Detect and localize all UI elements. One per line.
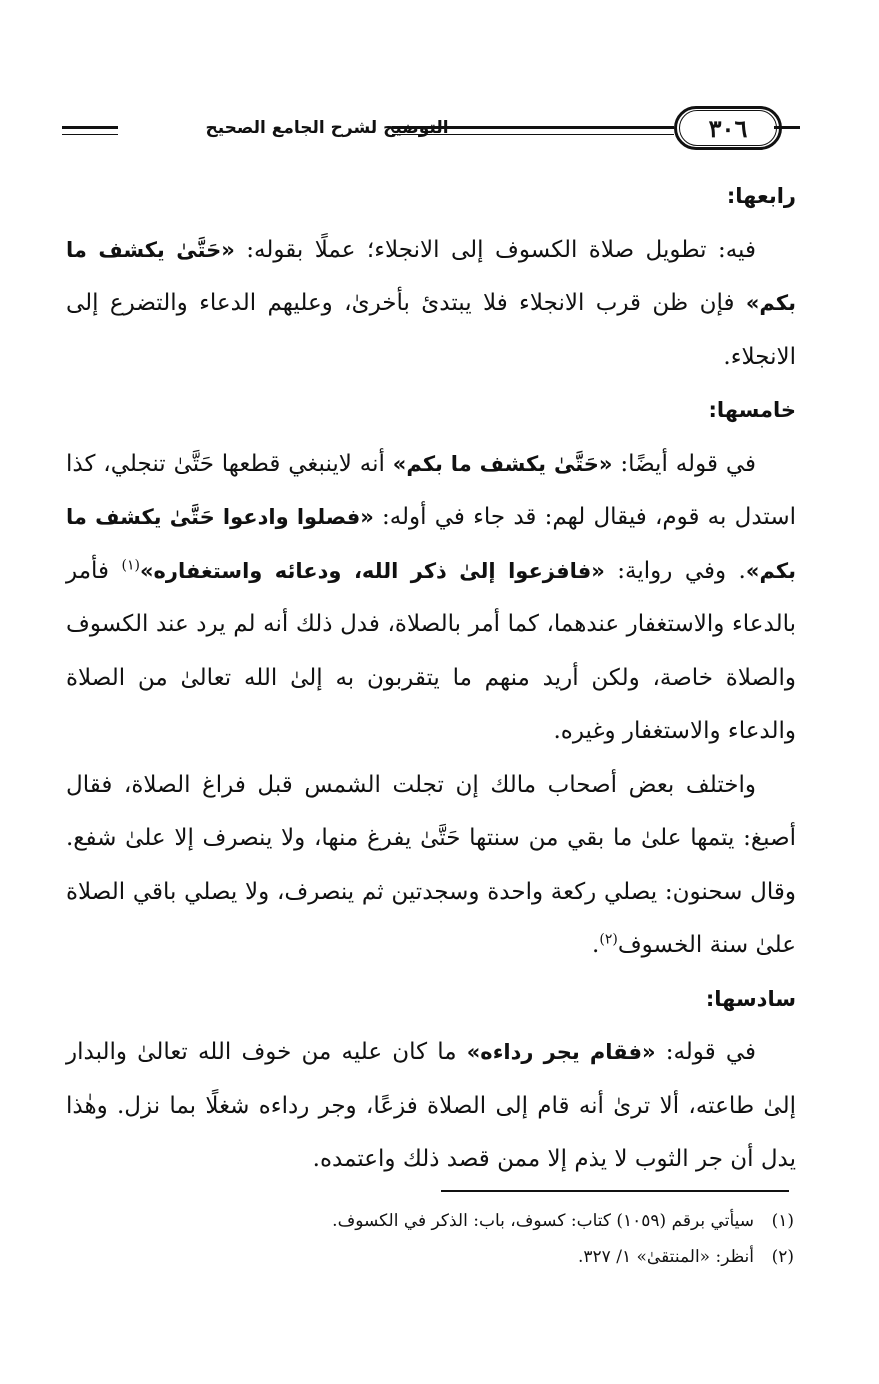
main-text xyxy=(66,170,796,1187)
section-heading-5: خامسها: xyxy=(708,398,796,422)
header-rule-right xyxy=(774,126,800,129)
text-run: . وفي رواية: xyxy=(604,557,746,584)
quoted-hadith: «حَتَّىٰ يكشف ما بكم» xyxy=(392,451,613,476)
footnote-1 xyxy=(66,1203,794,1239)
section-heading-4: رابعها: xyxy=(726,184,796,208)
paragraph-3 xyxy=(66,759,796,973)
footnote-number: (٢) xyxy=(771,1247,794,1267)
text-run: في قوله أيضًا: xyxy=(612,450,756,477)
section-heading-6: سادسها: xyxy=(705,986,796,1011)
footnote-ref: (١) xyxy=(121,556,140,573)
running-title: التوضيح لشرح الجامع الصحيح xyxy=(205,118,449,138)
text-run: فإن ظن قرب الانجلاء فلا يبتدئ بأخرىٰ، وعليهم الدعاء والتضرع إلى الانجلاء. xyxy=(66,290,796,370)
text-run: . xyxy=(592,932,600,958)
paragraph-2 xyxy=(66,438,796,759)
quoted-hadith: «حَتَّىٰ يكشف ما بكم» xyxy=(66,237,796,315)
text-run: في قوله: xyxy=(655,1039,756,1065)
page-header xyxy=(62,102,800,160)
header-rule-left xyxy=(62,126,118,129)
header-rule-left-thin xyxy=(62,134,118,135)
paragraph-1 xyxy=(66,224,796,385)
text-run: ما كان عليه من خوف الله تعالىٰ والبدار إلىٰ طاعته، ألا ترىٰ أنه قام إلى الصلاة فزعًا، وجر رداءه شغلًا بما نزل. وهٰذا يدل أن جر الثوب لا يذم إلا ممن قصد ذلك واعتمده. xyxy=(66,1039,796,1172)
quoted-hadith: «فافزعوا إلىٰ ذكر الله، ودعائه واستغفاره» xyxy=(139,558,605,583)
page-number-badge xyxy=(674,102,792,156)
footnote-number: (١) xyxy=(771,1211,794,1231)
footnote-2 xyxy=(66,1239,794,1275)
quoted-hadith: «فقام يجر رداءه» xyxy=(466,1040,656,1064)
page-number: ٣٠٦ xyxy=(708,114,748,143)
footnote-text: سيأتي برقم (١٠٥٩) كتاب: كسوف، باب: الذكر في الكسوف. xyxy=(332,1211,754,1231)
footnotes xyxy=(66,1203,794,1275)
text-run: فأمر بالدعاء والاستغفار عندهما، كما أمر بالصلاة، فدل ذلك أنه لم يرد عند الكسوف والصلاة خاصة، ولكن أريد منهم ما يتقربون به إلىٰ الله تعالىٰ من الصلاة والدعاء والاستغفار وغيره. xyxy=(66,557,796,744)
text-run: أنه لاينبغي قطعها حَتَّىٰ تنجلي، كذا استدل به قوم، فيقال لهم: قد جاء في أوله: xyxy=(66,450,796,530)
quoted-hadith: «فصلوا وادعوا حَتَّىٰ يكشف ما بكم» xyxy=(66,505,797,583)
paragraph-4 xyxy=(66,1026,796,1187)
header-rule-middle-thin xyxy=(392,134,674,135)
text-run: فيه: تطويل صلاة الكسوف إلى الانجلاء؛ عملًا بقوله: xyxy=(234,236,756,263)
footnote-separator xyxy=(441,1190,789,1192)
footnote-ref: (٢) xyxy=(599,931,618,948)
text-run: واختلف بعض أصحاب مالك إن تجلت الشمس قبل فراغ الصلاة، فقال أصبغ: يتمها علىٰ ما بقي من سنتها حَتَّىٰ يفرغ منها، ولا ينصرف إلا علىٰ شفع. وقال سحنون: يصلي ركعة واحدة وسجدتين ثم ينصرف، ولا يصلي باقي الصلاة علىٰ سنة الخسوف xyxy=(66,771,796,958)
header-rule-middle xyxy=(392,126,674,129)
footnote-text: أنظر: «المنتقىٰ» ١/ ٣٢٧. xyxy=(578,1247,754,1267)
